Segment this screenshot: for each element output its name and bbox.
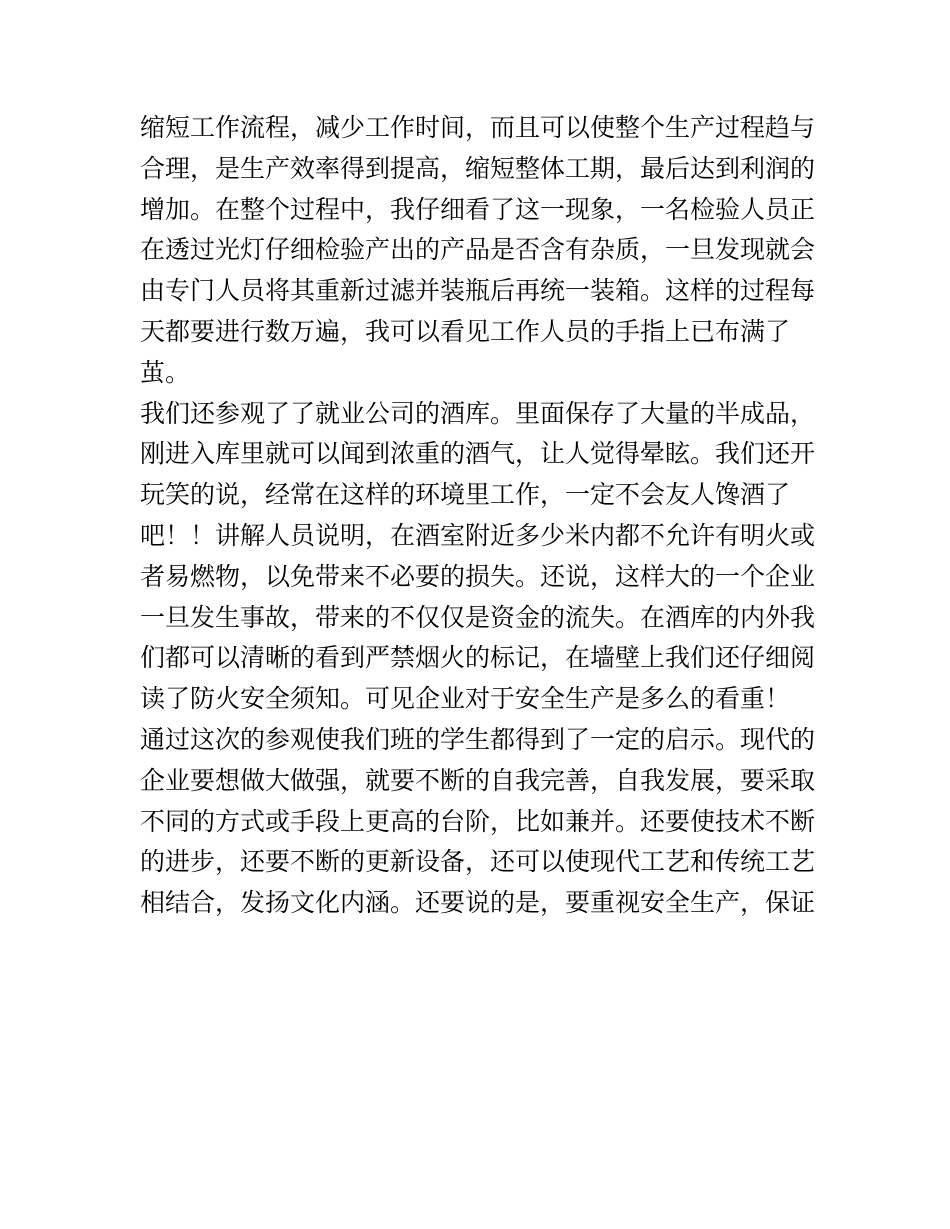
text-line: 缩短工作流程，减少工作时间，而且可以使整个生产过程趋与: [140, 113, 816, 142]
text-line: 企业要想做大做强，就要不断的自我完善，自我发展，要采取: [140, 765, 816, 795]
text-line: 刚进入库里就可以闻到浓重的酒气，让人觉得晕眩。我们还开: [140, 439, 816, 469]
text-line: 在透过光灯仔细检验产出的产品是否含有杂质，一旦发现就会: [140, 235, 816, 265]
text-line: 茧。: [140, 357, 191, 387]
text-line: 不同的方式或手段上更高的台阶，比如兼并。还要使技术不断: [140, 806, 816, 836]
text-line: 通过这次的参观使我们班的学生都得到了一定的启示。现代的: [140, 724, 816, 754]
text-line: 天都要进行数万遍，我可以看见工作人员的手指上已布满了: [140, 316, 791, 346]
text-line: 吧！！讲解人员说明，在酒室附近多少米内都不允许有明火或: [140, 520, 816, 550]
body-text: [140, 108, 820, 924]
text-line: 增加。在整个过程中，我仔细看了这一现象，一名检验人员正: [140, 194, 816, 224]
text-line: 合理，是生产效率得到提高，缩短整体工期，最后达到利润的: [140, 153, 816, 183]
text-line: 玩笑的说，经常在这样的环境里工作，一定不会友人馋酒了: [140, 480, 791, 510]
text-line: 的进步，还要不断的更新设备，还可以使现代工艺和传统工艺: [140, 847, 816, 877]
text-line: 一旦发生事故，带来的不仅仅是资金的流失。在酒库的内外我: [140, 602, 816, 632]
text-line: 者易燃物，以免带来不必要的损失。还说，这样大的一个企业: [140, 561, 816, 591]
text-line: 我们还参观了了就业公司的酒库。里面保存了大量的半成品，: [140, 398, 816, 428]
text-line: 读了防火安全须知。可见企业对于安全生产是多么的看重！: [140, 684, 791, 714]
text-line: 由专门人员将其重新过滤并装瓶后再统一装箱。这样的过程每: [140, 276, 816, 306]
text-line: 们都可以清晰的看到严禁烟火的标记，在墙壁上我们还仔细阅: [140, 643, 816, 673]
text-line: 相结合，发扬文化内涵。还要说的是，要重视安全生产，保证: [140, 888, 816, 918]
